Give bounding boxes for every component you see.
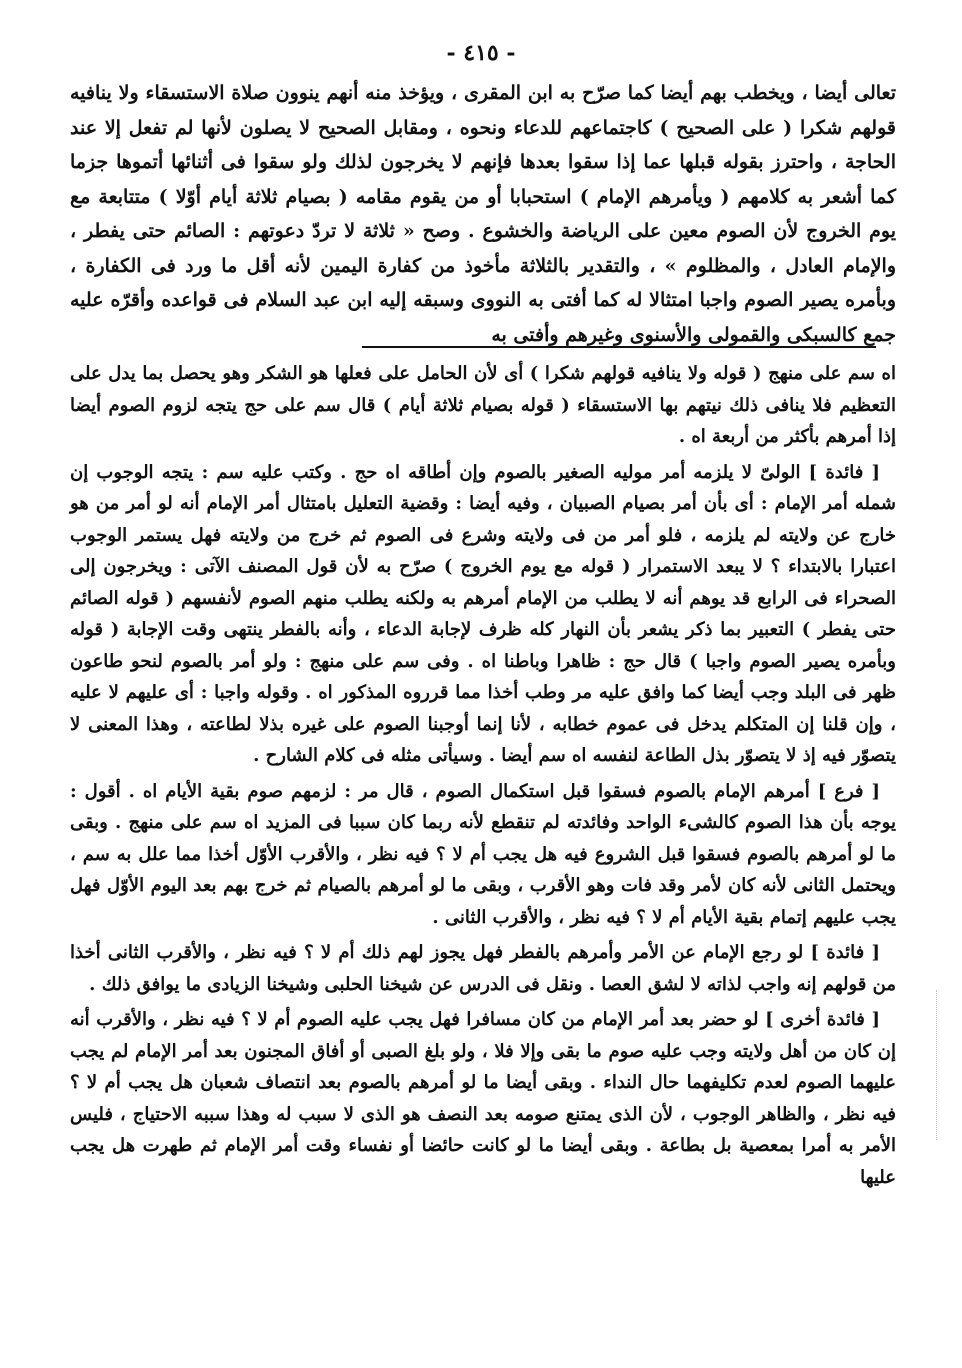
footnote-paragraph: اه سم على منهج ( قوله ولا ينافيه قولهم شكرا ) أى لأن الحامل على فعلها هو الشكر وهو يحصل بما يدل على التعظيم فلا ينافى ذلك نيتهم بها الاستسقاء ( قوله بصيام ثلاثة أيام ) قال سم على حج يتجه لزوم الصوم أيضا إذا أمرهم بأكثر من أربعة اه . — [70, 363, 896, 447]
scan-margin-artifact — [936, 990, 947, 1140]
page-number: - ٤١٥ - — [446, 40, 516, 66]
footnote-paragraph: [ فائدة ] الولىّ لا يلزمه أمر موليه الصغير بالصوم وإن أطاقه اه حج . وكتب عليه سم : يتجه الوجوب إن شمله أمر الإمام : أى بأن أمر بصيام الصبيان ، وفيه أيضا : وقضية التعليل بامتثال أمر الإمام أنه لو أمر من هو خارج عن ولايته لم يلزمه ، فلو أمر من فى ولايته وشرع فى الصوم ثم خرج من ولايته فهل يستمر الوجوب اعتبارا بالابتداء ؟ لا يبعد الاستمرار ( قوله مع يوم الخروج ) صرّح به لأن قول المصنف الآتى : ويخرجون إلى الصحراء فى الرابع قد يوهم أنه لا يطلب من الإمام أمرهم به ولكنه يطلب منهم الصوم لأنفسهم ( قوله الصائم حتى يفطر ) التعبير بما ذكر يشعر بأن النهار كله ظرف لإجابة الدعاء ، وأنه بالفطر ينتهى وقت الإجابة ( قوله وبأمره يصير الصوم واجبا ) قال حج : ظاهرا وباطنا اه . وفى سم على منهج : ولو أمر بالصوم لنحو طاعون ظهر فى البلد وجب أيضا كما وافق عليه مر وطب أخذا مما قرروه المذكور اه . وقوله واجبا : أى عليهم لا عليه ، وإن قلنا إن المتكلم يدخل فى عموم خطابه ، لأنا إنما أوجبنا الصوم على غيره بذلا لطاعته ، وهذا المعنى لا يتصوّر فيه إذ لا يتصوّر بذل الطاعة لنفسه اه سم أيضا . وسيأتى مثله فى كلام الشارح . — [70, 461, 896, 766]
main-text-paragraph: تعالى أيضا ، ويخطب بهم أيضا كما صرّح به ابن المقرى ، ويؤخذ منه أنهم ينوون صلاة الاستسقاء ولا ينافيه قولهم شكرا ( على الصحيح ) كاجتماعهم للدعاء ونحوه ، ومقابل الصحيح لا يصلون لأنها لم تفعل إلا عند الحاجة ، واحترز بقوله قبلها عما إذا سقوا بعدها فإنهم لا يخرجون لذلك ولو سقوا فى أثنائها أتموها جزما كما أشعر به كلامهم ( ويأمرهم الإمام ) استحبابا أو من يقوم مقامه ( بصيام ثلاثة أيام أوّلا ) متتابعة مع يوم الخروج لأن الصوم معين على الرياضة والخشوع . وصح « ثلاثة لا تردّ دعوتهم : الصائم حتى يفطر ، والإمام العادل ، والمظلوم » ، والتقدير بالثلاثة مأخوذ من كفارة اليمين لأنه أقل ما ورد فى الكفارة ، وبأمره يصير الصوم واجبا امتثالا له كما أفتى به النووى وسبقه إليه ابن عبد السلام فى قواعده وأقرّه عليه جمع كالسبكى والقمولى والأسنوى وغيرهم وأفتى به — [70, 82, 896, 346]
footnote-paragraph: [ فرع ] أمرهم الإمام بالصوم فسقوا قبل استكمال الصوم ، قال مر : لزمهم صوم بقية الأيام اه . أقول : يوجه بأن هذا الصوم كالشىء الواحد وفائدته لم تنقطع لأنه ربما كان سببا فى المزيد اه سم على منهج . وبقى ما لو أمرهم بالصوم فسقوا قبل الشروع فيه هل يجب أم لا ؟ فيه نظر ، والأقرب الأوّل أخذا مما علل به سم ، ويحتمل الثانى لأنه كان لأمر وقد فات وهو الأقرب ، وبقى ما لو أمرهم بالصيام ثم خرج بهم بعد اليوم الأوّل فهل يجب عليهم إتمام بقية الأيام أم لا ؟ فيه نظر ، والأقرب الثانى . — [70, 780, 896, 928]
footnotes-section — [70, 358, 896, 1197]
footnote-separator-line — [362, 346, 876, 348]
footnote-paragraph: [ فائدة ] لو رجع الإمام عن الأمر وأمرهم بالفطر فهل يجوز لهم ذلك أم لا ؟ فيه نظر ، والأقرب الثانى أخذا من قولهم إنه واجب لذاته لا لشق العصا . ونقل فى الدرس عن شيخنا الحلبى وشيخنا الزيادى ما يوافق ذلك . — [70, 942, 896, 995]
footnote-paragraph: [ فائدة أخرى ] لو حضر بعد أمر الإمام من كان مسافرا فهل يجب عليه الصوم أم لا ؟ فيه نظر ، والأقرب أنه إن كان من أهل ولايته وجب عليه صوم ما بقى وإلا فلا ، ولو بلغ الصبى أو أفاق المجنون بعد أمر الإمام لم يجب عليهما الصوم لعدم تكليفهما حال النداء . وبقى أيضا ما لو أمرهم بالصوم بعد انتصاف شعبان هل يجب أم لا ؟ فيه نظر ، والظاهر الوجوب ، لأن الذى يمتنع صومه بعد النصف هو الذى لا سبب له وهذا سببه الاحتياج ، فليس الأمر به أمرا بمعصية بل بطاعة . وبقى أيضا ما لو كانت حائضا أو نفساء وقت أمر الإمام ثم طهرت هل يجب عليها — [70, 1009, 896, 1188]
